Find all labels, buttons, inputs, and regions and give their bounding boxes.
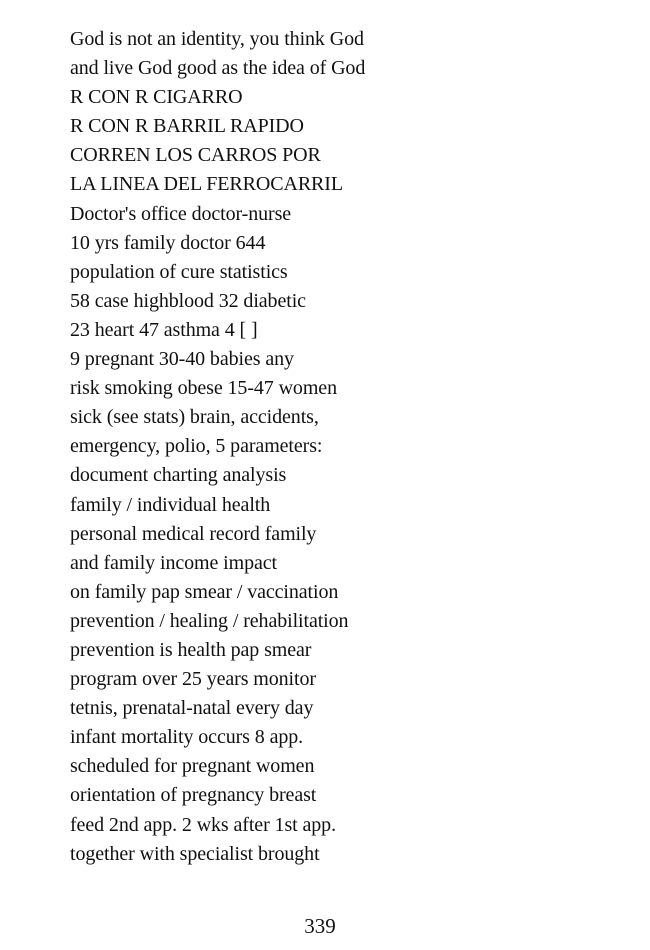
- text-line: prevention is health pap smear: [70, 638, 312, 661]
- text-line: tetnis, prenatal-natal every day: [70, 697, 314, 720]
- text-line: together with specialist brought: [70, 842, 320, 865]
- text-line: R CON R BARRIL RAPIDO: [70, 115, 304, 138]
- text-line: population of cure statistics: [70, 260, 288, 283]
- text-line: document charting analysis: [70, 464, 287, 487]
- text-line: LA LINEA DEL FERROCARRIL: [70, 173, 343, 196]
- text-line: feed 2nd app. 2 wks after 1st app.: [70, 813, 336, 836]
- text-line: program over 25 years monitor: [70, 668, 316, 691]
- text-line: orientation of pregnancy breast: [70, 784, 317, 807]
- text-line: family / individual health: [70, 493, 271, 516]
- text-line: 10 yrs family doctor 644: [70, 231, 266, 254]
- text-line: scheduled for pregnant women: [70, 755, 315, 778]
- text-line: CORREN LOS CARROS POR: [70, 144, 321, 167]
- text-line: on family pap smear / vaccination: [70, 580, 339, 603]
- text-line: God is not an identity, you think God: [70, 28, 364, 50]
- text-line: risk smoking obese 15-47 women: [70, 377, 337, 400]
- text-line: Doctor's office doctor-nurse: [70, 202, 292, 225]
- text-line: sick (see stats) brain, accidents,: [70, 406, 319, 429]
- text-line: emergency, polio, 5 parameters:: [70, 435, 323, 458]
- text-line: and family income impact: [70, 551, 277, 574]
- text-line: R CON R CIGARRO: [70, 86, 243, 109]
- text-line: and live God good as the idea of God: [70, 57, 366, 80]
- page-number: 339: [304, 914, 336, 938]
- text-line: 23 heart 47 asthma 4 [ ]: [70, 318, 258, 341]
- text-line: 9 pregnant 30-40 babies any: [70, 348, 294, 371]
- poem-text-block: [70, 25, 630, 869]
- text-line: personal medical record family: [70, 522, 317, 545]
- text-line: 58 case highblood 32 diabetic: [70, 289, 306, 312]
- text-line: prevention / healing / rehabilitation: [70, 609, 349, 632]
- text-line: infant mortality occurs 8 app.: [70, 726, 304, 749]
